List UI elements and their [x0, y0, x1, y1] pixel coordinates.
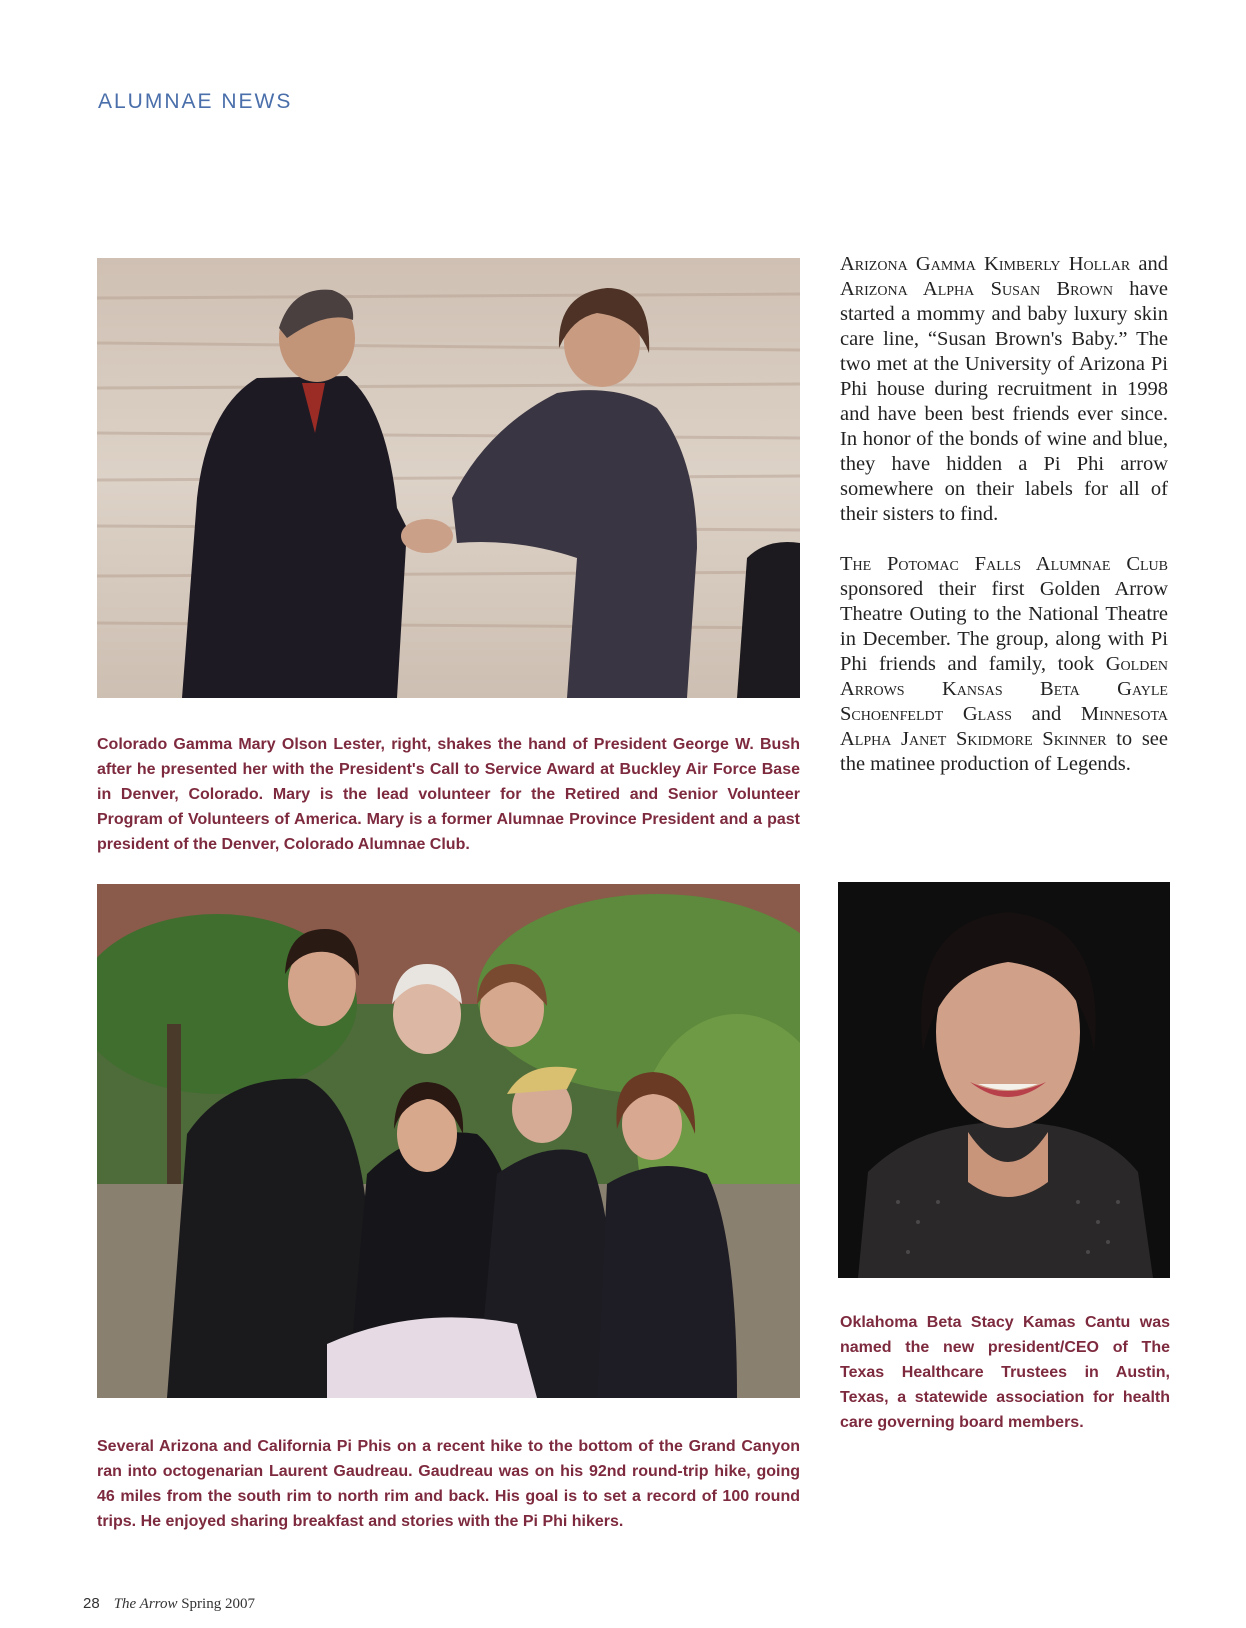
club-name: The Potomac Falls Alumnae Club: [840, 553, 1168, 575]
theatre-joiner: and: [1011, 703, 1081, 725]
photo-grand-canyon-group: [97, 884, 800, 1398]
portrait-photo-caption: Oklahoma Beta Stacy Kamas Cantu was named the new president/CEO of The Texas Healthcare Trustees in Austin, Texas, a statewide association for health care governing board members.: [840, 1314, 1170, 1431]
article-column: [840, 252, 1168, 777]
skin-care-text: have started a mommy and baby luxury skin care line, “Susan Brown's Baby.” The two met at the University of Arizona Pi Phi house during recruitment in 1998 and have been best friends ever since. In honor of the bonds of wine and blue, they have hidden a Pi Phi arrow somewhere on their labels for all of their sisters to find.: [840, 278, 1169, 525]
name-janet-skinner: Minnesota Alpha Janet Skidmore Skinner: [840, 703, 1168, 750]
section-header: ALUMNAE NEWS: [98, 90, 293, 113]
bush-photo-caption: Colorado Gamma Mary Olson Lester, right, shakes the hand of President George W. Bush after he presented her with the President's Call to Service Award at Buckley Air Force Base in Denver, Colorado. Mary is the lead volunteer for the Retired and Senior Volunteer Program of Volunteers of America. Mary is a former Alumnae Province President and a past president of the Denver, Colorado Alumnae Club.: [97, 736, 800, 853]
theatre-text-1: sponsored their first Golden Arrow Theatre Outing to the National Theatre in December. The group, along with Pi Phi friends and family, took: [840, 578, 1168, 675]
theatre-text-2: to see the matinee production of Legends.: [840, 728, 1168, 775]
issue-date: Spring 2007: [177, 1596, 255, 1612]
name-kimberly-hollar: Arizona Gamma Kimberly Hollar: [840, 253, 1131, 275]
page-footer: [83, 1595, 255, 1613]
magazine-name: The Arrow: [113, 1596, 178, 1612]
skin-care-joiner: and: [1130, 253, 1168, 275]
name-gayle-glass: Golden Arrows Kansas Beta Gayle Schoenfeldt Glass: [840, 653, 1168, 725]
theatre-article: [840, 552, 1168, 777]
name-susan-brown: Arizona Alpha Susan Brown: [840, 278, 1113, 300]
canyon-photo-caption: Several Arizona and California Pi Phis on a recent hike to the bottom of the Grand Canyon ran into octogenarian Laurent Gaudreau. Gaudreau was on his 92nd round-trip hike, going 46 miles from the south rim to north rim and back. His goal is to set a record of 100 round trips. He enjoyed sharing breakfast and stories with the Pi Phi hikers.: [97, 1438, 800, 1530]
photo-stacy-cantu-portrait: [838, 882, 1170, 1278]
photo-bush-handshake: [97, 258, 800, 698]
skin-care-article: [840, 252, 1168, 527]
page-number: 28: [83, 1595, 100, 1612]
